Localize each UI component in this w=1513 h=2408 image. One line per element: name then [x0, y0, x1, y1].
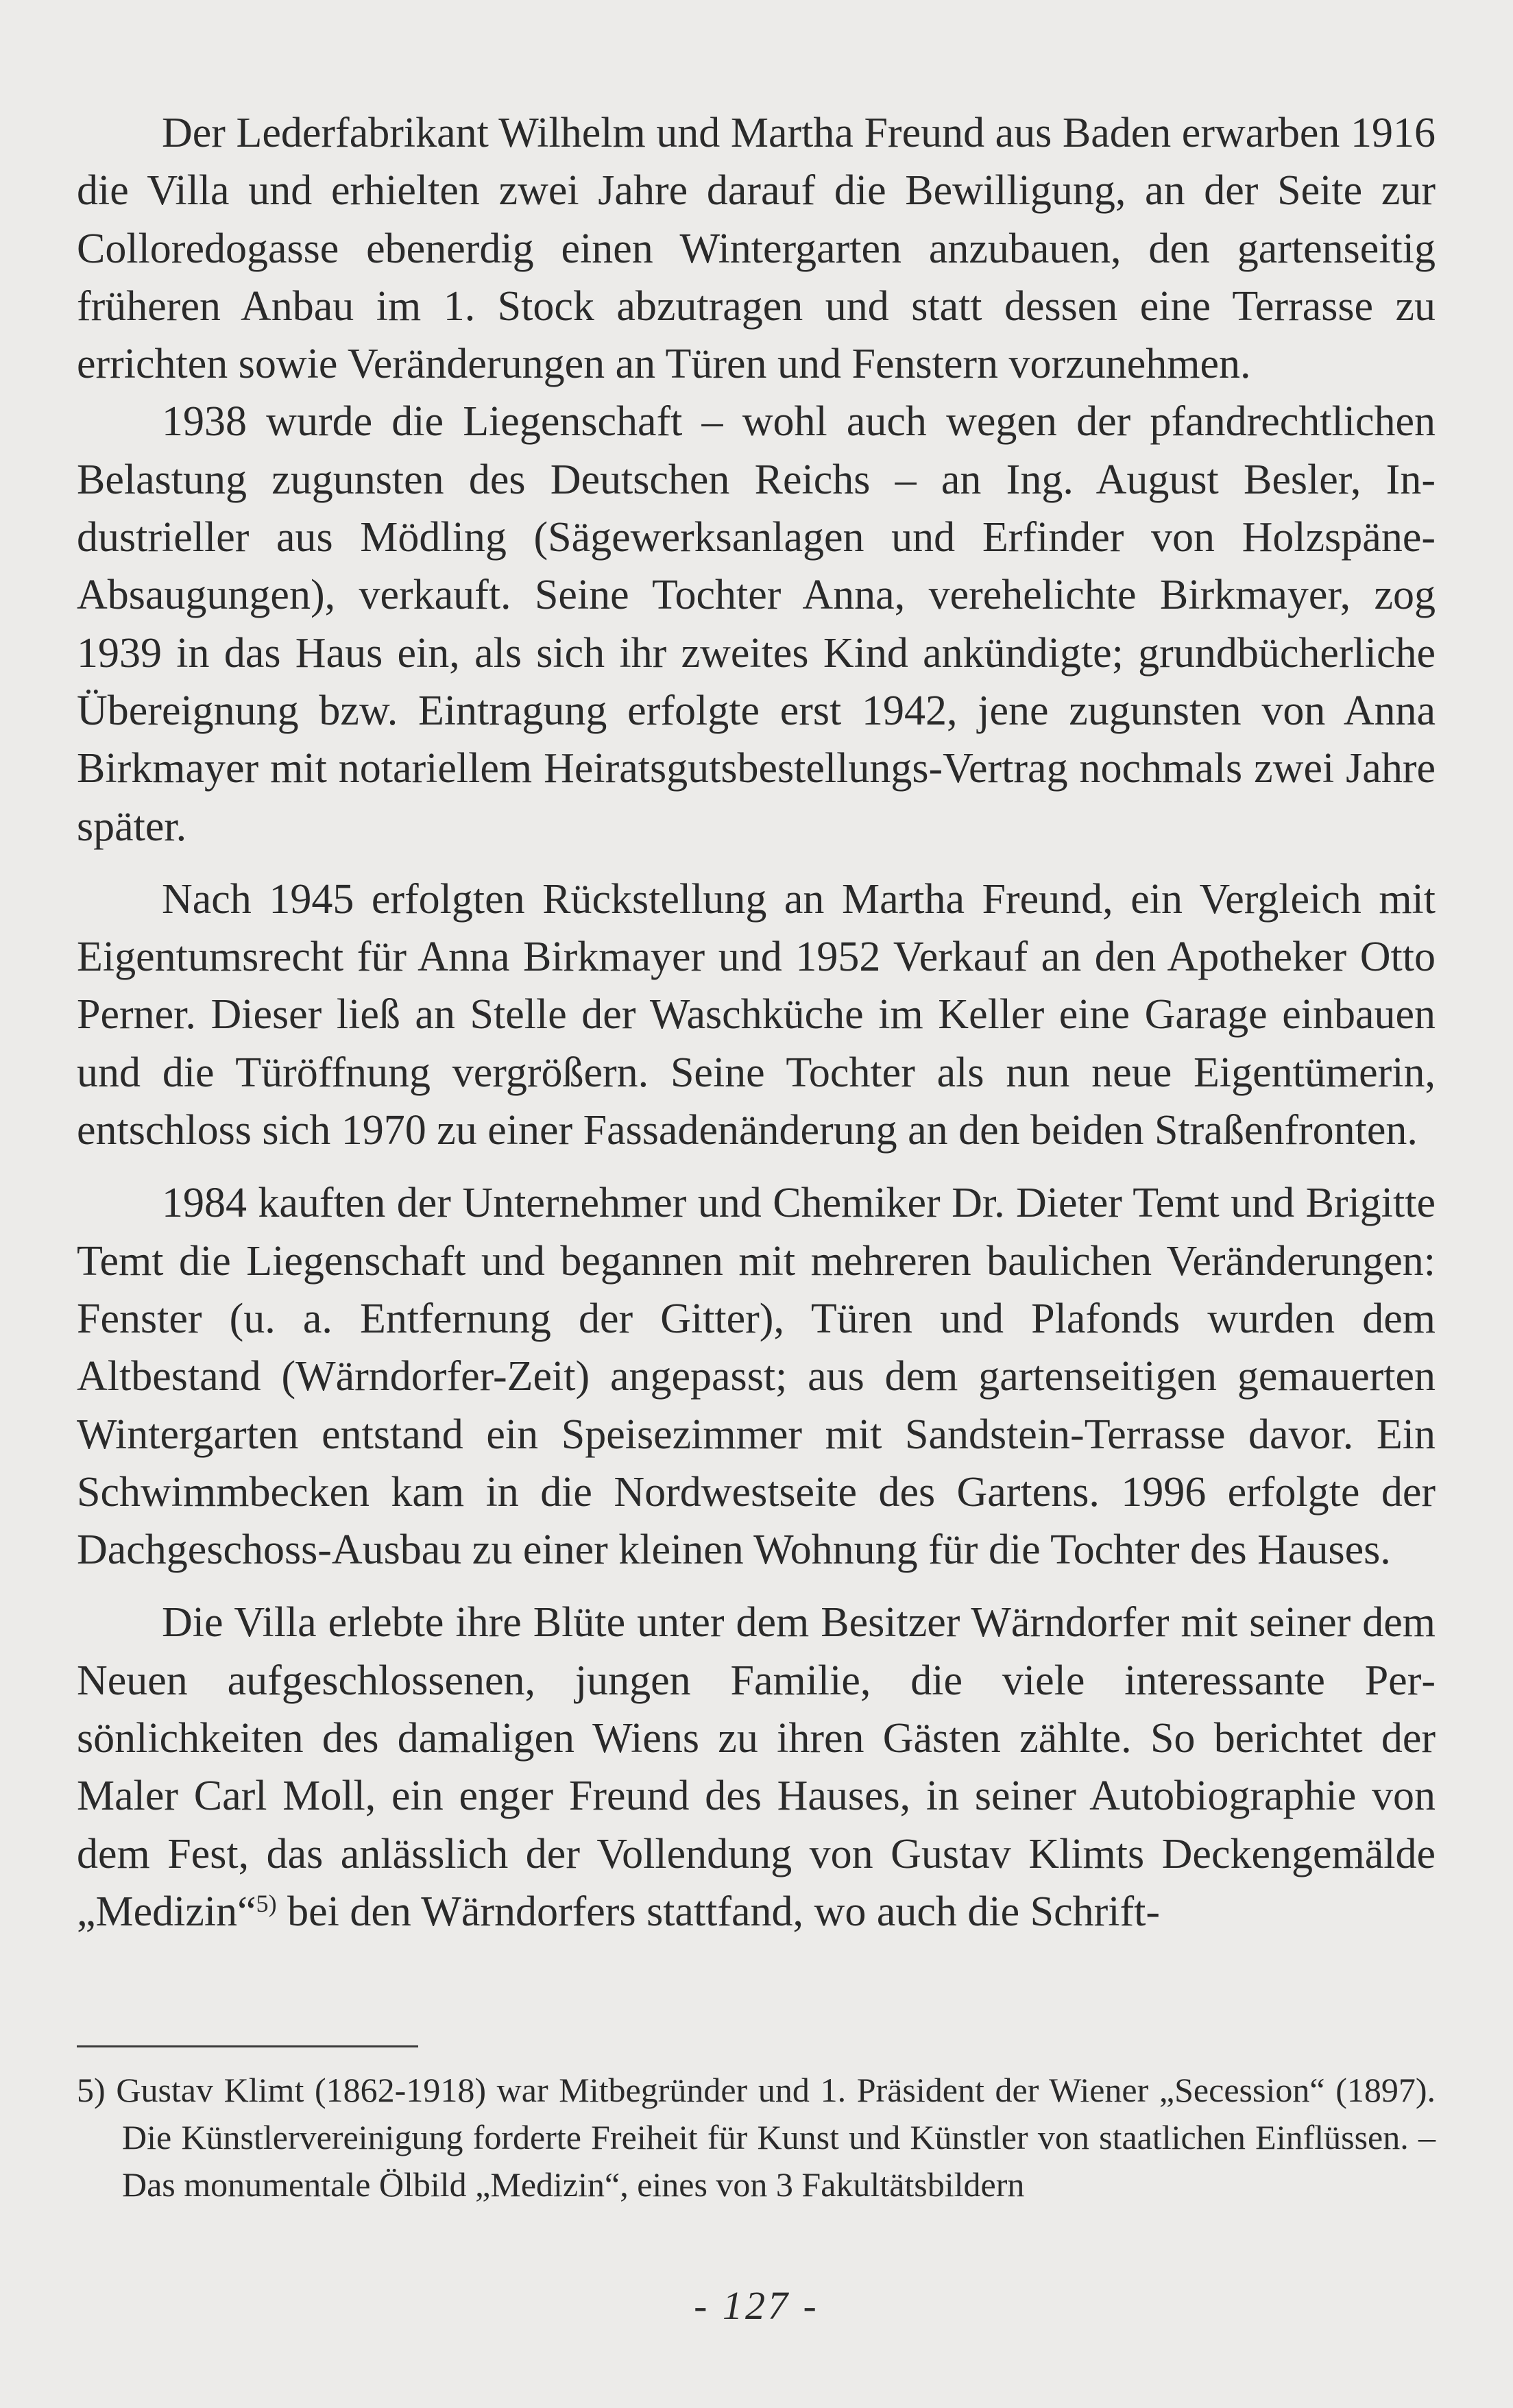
paragraph-1938: 1938 wurde die Liegenschaft – wohl auch wegen der pfandrechtlichen Belastung zugunsten des Deutschen Reichs – an Ing. August Besler, Industrieller aus Mödling (Sägewerksanlagen und Erfinder von Holzspäne-Absaugungen), verkauft. Seine Tochter Anna, verehelichte Birkmayer, zog 1939 in das Haus ein, als sich ihr zweites Kind ankündigte; grundbücherliche Übereignung bzw. Eintragung erfolgte erst 1942, jene zugunsten von Anna Birkmayer mit notariellem Heiratsgutsbestellungs-Vertrag nochmals zwei Jahre später. [77, 398, 1436, 850]
footnote-separator [77, 2045, 418, 2047]
main-text [77, 104, 1436, 1941]
page-number: - 127 - [694, 2283, 819, 2328]
paragraph-1984: 1984 kauften der Unternehmer und Chemiker Dr. Dieter Temt und Brigitte Temt die Liegenschaft und begannen mit mehreren baulichen Veränderungen: Fenster (u. a. Entfernung der Gitter), Türen und Plafonds wurden dem Altbestand (Wärndorfer-Zeit) angepasst; aus dem gartenseitigen gemauerten Wintergarten entstand ein Speisezimmer mit Sandstein-Terrasse davor. Ein Schwimmbecken kam in die Nordwestseite des Gartens. 1996 erfolgte der Dachgeschoss-Ausbau zu einer kleinen Wohnung für die Tochter des Hauses. [77, 1180, 1436, 1574]
paragraph-1945: Nach 1945 erfolgten Rückstellung an Martha Freund, ein Vergleich mit Eigentumsrecht für Anna Birkmayer und 1952 Verkauf an den Apotheker Otto Perner. Dieser ließ an Stelle der Waschküche im Keller eine Garage einbauen und die Türöffnung vergrößern. Seine Tochter als nun neue Eigentümerin, entschloss sich 1970 zu einer Fassadenänderung an den beiden Straßenfronten. [77, 875, 1436, 1154]
footnote-5: 5) Gustav Klimt (1862-1918) war Mitbegründer und 1. Präsident der Wiener „Secession“ (1897). Die Künstlervereinigung forderte Freiheit für Kunst und Künstler von staatlichen Einflüssen. – Das monumentale Ölbild „Medizin“, eines von 3 Fakultätsbildern [77, 2071, 1436, 2204]
paragraph-text-end: bei den Wärndorfers stattfand, wo auch die Schrift- [276, 1888, 1161, 1935]
paragraph-freund: Der Lederfabrikant Wilhelm und Martha Freund aus Baden erwarben 1916 die Villa und erhielten zwei Jahre darauf die Bewilligung, an der Seite zur Colloredogasse ebenerdig einen Wintergarten anzubauen, den gartenseitig früheren Anbau im 1. Stock abzutragen und statt dessen eine Terrasse zu errichten sowie Veränderungen an Türen und Fenstern vorzunehmen. [77, 110, 1436, 388]
footnote-reference[interactable]: 5) [256, 1889, 277, 1917]
paragraph-villa-bluete [77, 1594, 1436, 1941]
paragraph-text-start: Die Villa erlebte ihre Blüte unter dem Besitzer Wärndorfer mit seiner dem Neuen aufgeschlossenen, jungen Familie, die viele interessante Persönlichkeiten des damaligen Wiens zu ihren Gästen zählte. So berichtet der Maler Carl Moll, ein enger Freund des Hauses, in seiner Autobiographie von dem Fest, das anlässlich der Vollendung von Gustav Klimts Deckengemälde „Medizin“ [77, 1599, 1436, 1935]
